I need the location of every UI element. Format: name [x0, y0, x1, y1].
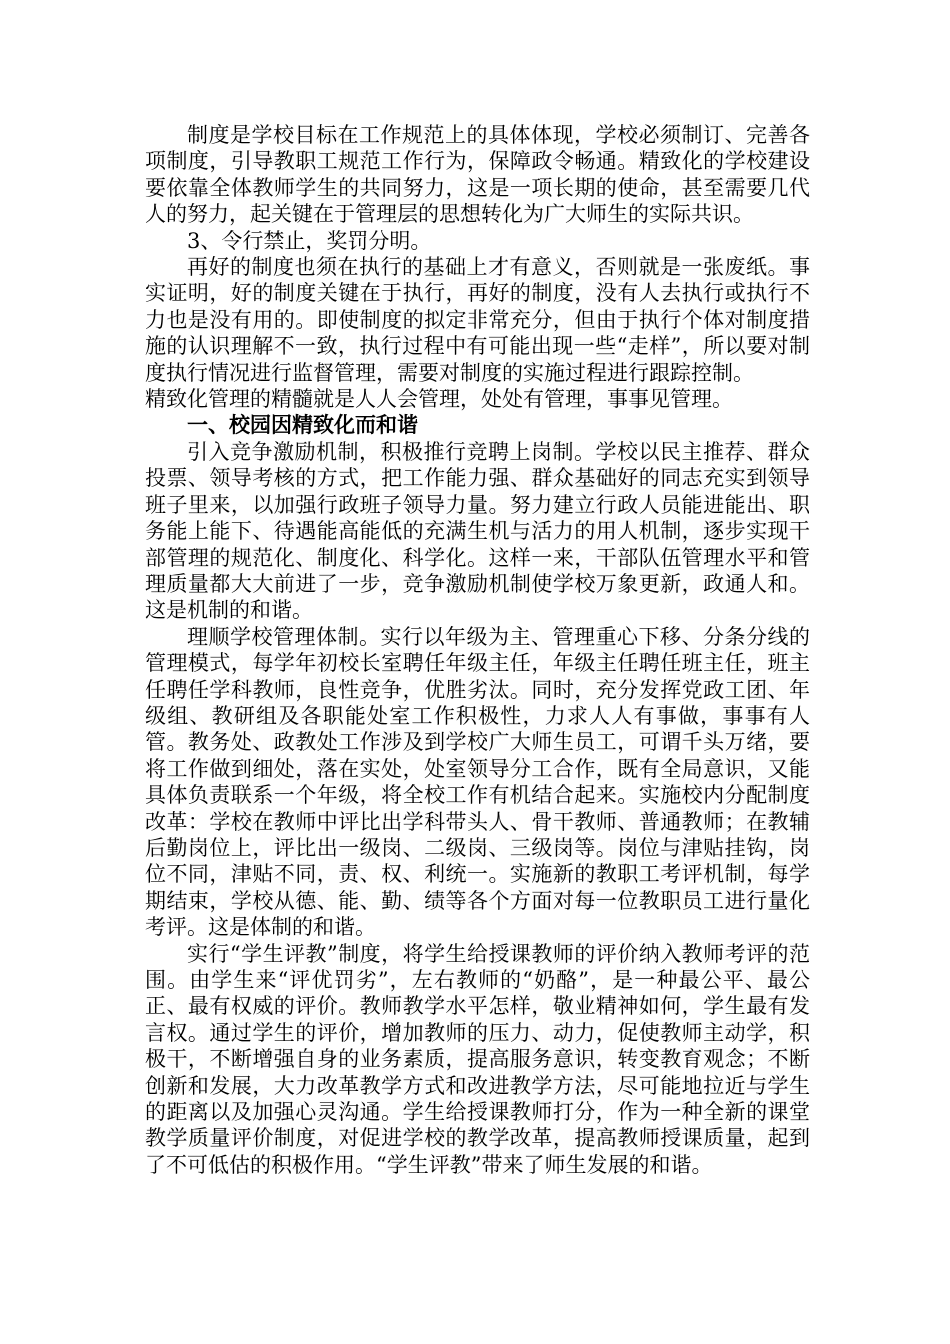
paragraph-competition-mechanism: 引入竞争激励机制，积极推行竞聘上岗制。学校以民主推荐、群众投票、领导考核的方式，把工作能力强、群众基础好的同志充实到领导班子里来，以加强行政班子领导力量。努力建立行政人员能进能出、职务能上能下、待遇能高能低的充满生机与活力的用人机制，逐步实现干部管理的规范化、制度化、科学化。这样一来，干部队伍管理水平和管理质量都大大前进了一步，竞争激励机制使学校万象更新，政通人和。这是机制的和谐。: [145, 439, 810, 623]
paragraph-student-evaluation: 实行“学生评教”制度，将学生给授课教师的评价纳入教师考评的范围。由学生来“评优罚劣”，左右教师的“奶酪”，是一种最公平、最公正、最有权威的评价。教师教学水平怎样，敬业精神如何，学生最有发言权。通过学生的评价，增加教师的压力、动力，促使教师主动学，积极干，不断增强自身的业务素质，提高服务意识，转变教育观念；不断创新和发展，大力改革教学方式和改进教学方法，尽可能地拉近与学生的距离以及加强心灵沟通。学生给授课教师打分，作为一种全新的课堂教学质量评价制度，对促进学校的教学改革，提高教师授课质量，起到了不可低估的积极作用。“学生评教”带来了师生发展的和谐。: [145, 941, 810, 1177]
paragraph-system-importance: 制度是学校目标在工作规范上的具体体现，学校必须制订、完善各项制度，引导教职工规范工作行为，保障政令畅通。精致化的学校建设要依靠全体教师学生的共同努力，这是一项长期的使命，甚至需要几代人的努力，起关键在于管理层的思想转化为广大师生的实际共识。: [145, 123, 810, 227]
paragraph-management-system: 理顺学校管理体制。实行以年级为主、管理重心下移、分条分线的管理模式，每学年初校长室聘任年级主任，年级主任聘任班主任，班主任聘任学科教师，良性竞争，优胜劣汰。同时，充分发挥党政工团、年级组、教研组及各职能处室工作积极性，力求人人有事做，事事有人管。教务处、政教处工作涉及到学校广大师生员工，可谓千头万绪，要将工作做到细处，落在实处，处室领导分工合作，既有全局意识，又能具体负责联系一个年级，将全校工作有机结合起来。实施校内分配制度改革：学校在教师中评比出学科带头人、骨干教师、普通教师；在教辅后勤岗位上，评比出一级岗、二级岗、三级岗等。岗位与津贴挂钩，岗位不同，津贴不同，责、权、利统一。实施新的教职工考评机制，每学期结束，学校从德、能、勤、绩等各个方面对每一位教职员工进行量化考评。这是体制的和谐。: [145, 624, 810, 940]
paragraph-essence: 精致化管理的精髓就是人人会管理，处处有管理，事事见管理。: [145, 387, 733, 412]
paragraph-execution: 再好的制度也须在执行的基础上才有意义，否则就是一张废纸。事实证明，好的制度关键在于执行，再好的制度，没有人去执行或执行不力也是没有用的。即使制度的拟定非常充分，但由于执行个体对制度措施的认识理解不一致，执行过程中有可能出现一些“走样”，所以要对制度执行情况进行监督管理，需要对制度的实施过程进行跟踪控制。: [145, 255, 810, 385]
section-heading-harmony: 一、校园因精致化而和谐: [187, 412, 418, 438]
document-body: [145, 122, 810, 1178]
subheading-rewards-penalties: 3、令行禁止，奖罚分明。: [187, 228, 432, 253]
